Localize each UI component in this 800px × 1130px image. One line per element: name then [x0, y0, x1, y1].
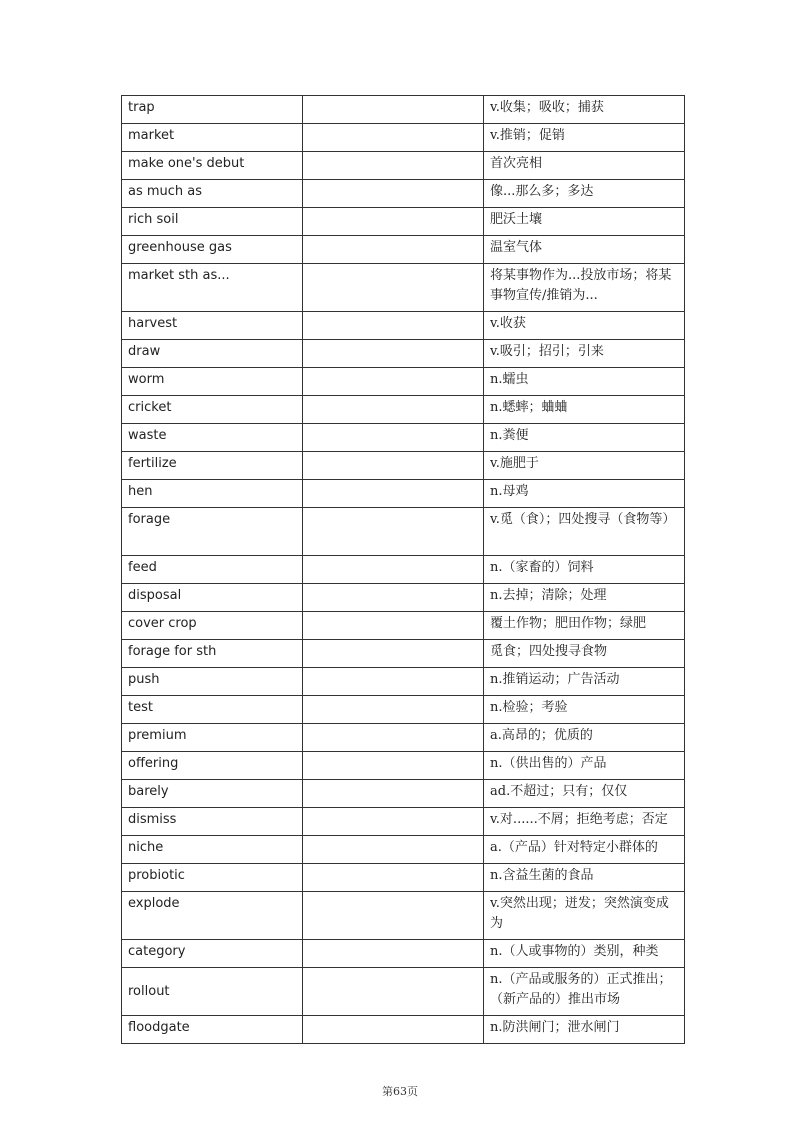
- term-cell: category: [122, 940, 303, 968]
- blank-cell: [303, 1016, 484, 1044]
- blank-cell: [303, 236, 484, 264]
- table-row: [122, 480, 685, 508]
- blank-cell: [303, 612, 484, 640]
- meaning-cell: n.检验；考验: [484, 696, 685, 724]
- table-row: [122, 96, 685, 124]
- blank-cell: [303, 208, 484, 236]
- term-cell: test: [122, 696, 303, 724]
- page-number: 第63页: [382, 1085, 418, 1098]
- table-row: [122, 368, 685, 396]
- blank-cell: [303, 892, 484, 940]
- term-cell: as much as: [122, 180, 303, 208]
- table-row: [122, 724, 685, 752]
- term-cell: harvest: [122, 312, 303, 340]
- meaning-cell: n.蠕虫: [484, 368, 685, 396]
- table-row: [122, 424, 685, 452]
- blank-cell: [303, 940, 484, 968]
- table-row: [122, 968, 685, 1016]
- blank-cell: [303, 780, 484, 808]
- blank-cell: [303, 668, 484, 696]
- term-cell: explode: [122, 892, 303, 940]
- table-row: [122, 556, 685, 584]
- term-cell: hen: [122, 480, 303, 508]
- term-cell: disposal: [122, 584, 303, 612]
- meaning-cell: v.吸引；招引；引来: [484, 340, 685, 368]
- blank-cell: [303, 696, 484, 724]
- table-row: [122, 836, 685, 864]
- term-cell: offering: [122, 752, 303, 780]
- meaning-cell: n.防洪闸门；泄水闸门: [484, 1016, 685, 1044]
- blank-cell: [303, 312, 484, 340]
- table-row: [122, 340, 685, 368]
- term-cell: rich soil: [122, 208, 303, 236]
- table-row: [122, 892, 685, 940]
- meaning-cell: v.施肥于: [484, 452, 685, 480]
- blank-cell: [303, 968, 484, 1016]
- meaning-cell: n.（产品或服务的）正式推出；（新产品的）推出市场: [484, 968, 685, 1016]
- table-row: [122, 584, 685, 612]
- blank-cell: [303, 452, 484, 480]
- table-row: [122, 180, 685, 208]
- meaning-cell: v.收获: [484, 312, 685, 340]
- meaning-cell: a.（产品）针对特定小群体的: [484, 836, 685, 864]
- meaning-cell: n.（人或事物的）类别，种类: [484, 940, 685, 968]
- blank-cell: [303, 640, 484, 668]
- blank-cell: [303, 808, 484, 836]
- table-row: [122, 452, 685, 480]
- meaning-cell: 覆土作物；肥田作物；绿肥: [484, 612, 685, 640]
- table-row: [122, 640, 685, 668]
- blank-cell: [303, 264, 484, 312]
- term-cell: make one's debut: [122, 152, 303, 180]
- meaning-cell: n.蟋蟀；蛐蛐: [484, 396, 685, 424]
- term-cell: market: [122, 124, 303, 152]
- table-row: [122, 264, 685, 312]
- table-row: [122, 864, 685, 892]
- meaning-cell: 温室气体: [484, 236, 685, 264]
- blank-cell: [303, 340, 484, 368]
- table-row: [122, 124, 685, 152]
- blank-cell: [303, 724, 484, 752]
- term-cell: forage for sth: [122, 640, 303, 668]
- meaning-cell: n.（家畜的）饲料: [484, 556, 685, 584]
- term-cell: trap: [122, 96, 303, 124]
- term-cell: feed: [122, 556, 303, 584]
- blank-cell: [303, 508, 484, 556]
- meaning-cell: 觅食；四处搜寻食物: [484, 640, 685, 668]
- term-cell: market sth as...: [122, 264, 303, 312]
- table-row: [122, 668, 685, 696]
- blank-cell: [303, 480, 484, 508]
- meaning-cell: v.对......不屑；拒绝考虑；否定: [484, 808, 685, 836]
- table-row: [122, 396, 685, 424]
- blank-cell: [303, 180, 484, 208]
- table-row: [122, 940, 685, 968]
- blank-cell: [303, 368, 484, 396]
- meaning-cell: v.收集；吸收；捕获: [484, 96, 685, 124]
- term-cell: cover crop: [122, 612, 303, 640]
- table-row: [122, 696, 685, 724]
- table-row: [122, 612, 685, 640]
- term-cell: fertilize: [122, 452, 303, 480]
- blank-cell: [303, 152, 484, 180]
- term-cell: push: [122, 668, 303, 696]
- meaning-cell: a.高昂的；优质的: [484, 724, 685, 752]
- blank-cell: [303, 396, 484, 424]
- meaning-cell: n.粪便: [484, 424, 685, 452]
- table-row: [122, 808, 685, 836]
- blank-cell: [303, 556, 484, 584]
- term-cell: waste: [122, 424, 303, 452]
- meaning-cell: ad.不超过；只有；仅仅: [484, 780, 685, 808]
- meaning-cell: 将某事物作为...投放市场；将某事物宣传/推销为...: [484, 264, 685, 312]
- term-cell: rollout: [122, 968, 303, 1016]
- table-row: [122, 236, 685, 264]
- table-row: [122, 508, 685, 556]
- meaning-cell: n.推销运动；广告活动: [484, 668, 685, 696]
- blank-cell: [303, 864, 484, 892]
- meaning-cell: v.推销；促销: [484, 124, 685, 152]
- blank-cell: [303, 584, 484, 612]
- table-row: [122, 1016, 685, 1044]
- term-cell: cricket: [122, 396, 303, 424]
- table-row: [122, 752, 685, 780]
- term-cell: premium: [122, 724, 303, 752]
- term-cell: draw: [122, 340, 303, 368]
- term-cell: niche: [122, 836, 303, 864]
- term-cell: barely: [122, 780, 303, 808]
- vocabulary-table: [121, 95, 685, 1044]
- meaning-cell: 首次亮相: [484, 152, 685, 180]
- meaning-cell: n.去掉；清除；处理: [484, 584, 685, 612]
- meaning-cell: 肥沃土壤: [484, 208, 685, 236]
- term-cell: dismiss: [122, 808, 303, 836]
- blank-cell: [303, 752, 484, 780]
- meaning-cell: v.觅（食）；四处搜寻（食物等）: [484, 508, 685, 556]
- meaning-cell: v.突然出现；迸发；突然演变成为: [484, 892, 685, 940]
- term-cell: probiotic: [122, 864, 303, 892]
- term-cell: greenhouse gas: [122, 236, 303, 264]
- term-cell: forage: [122, 508, 303, 556]
- table-row: [122, 152, 685, 180]
- table-row: [122, 780, 685, 808]
- term-cell: worm: [122, 368, 303, 396]
- meaning-cell: n.（供出售的）产品: [484, 752, 685, 780]
- blank-cell: [303, 124, 484, 152]
- table-row: [122, 208, 685, 236]
- term-cell: floodgate: [122, 1016, 303, 1044]
- meaning-cell: n.母鸡: [484, 480, 685, 508]
- blank-cell: [303, 424, 484, 452]
- blank-cell: [303, 836, 484, 864]
- table-row: [122, 312, 685, 340]
- meaning-cell: 像...那么多；多达: [484, 180, 685, 208]
- meaning-cell: n.含益生菌的食品: [484, 864, 685, 892]
- blank-cell: [303, 96, 484, 124]
